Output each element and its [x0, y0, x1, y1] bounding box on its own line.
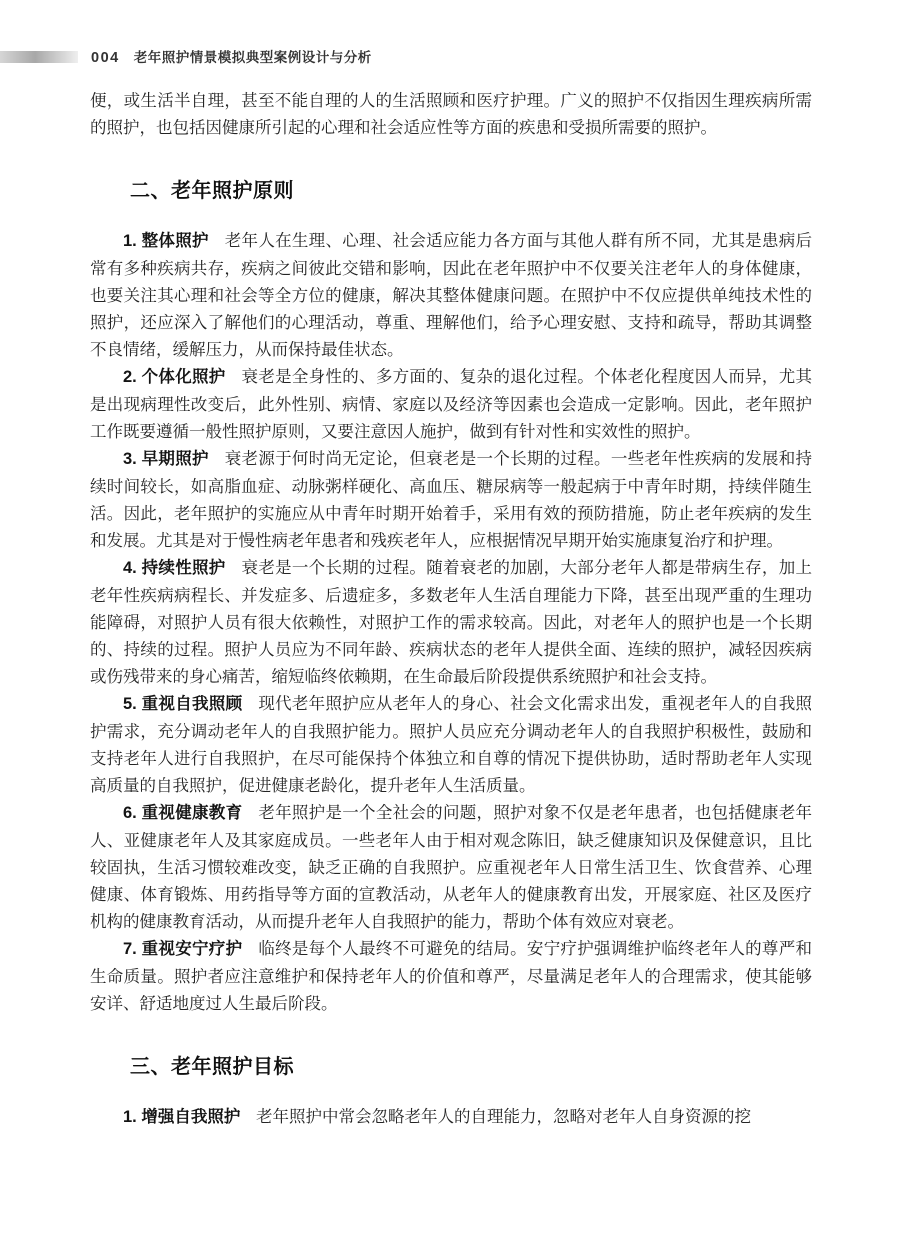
section-heading-principles: 二、老年照护原则 [130, 180, 294, 202]
principle-item-4 [90, 554, 812, 690]
principle-4-label: 4. 持续性照护 [123, 559, 226, 577]
principle-2-text: 衰老是全身性的、多方面的、复杂的退化过程。个体老化程度因人而异，尤其是出现病理性改变后，此外性别、病情、家庭以及经济等因素也会造成一定影响。因此，老年照护工作既要遵循一般性照护原则，又要注意因人施护，做到有针对性和实效性的照护。 [90, 367, 812, 441]
principle-2-label: 2. 个体化照护 [123, 368, 226, 386]
section-heading-goals: 三、老年照护目标 [130, 1056, 294, 1078]
principle-6-label: 6. 重视健康教育 [123, 804, 243, 822]
principle-6-text: 老年照护是一个全社会的问题，照护对象不仅是老年患者，也包括健康老年人、亚健康老年人及其家庭成员。一些老年人由于相对观念陈旧，缺乏健康知识及保健意识，且比较固执，生活习惯较难改变，缺乏正确的自我照护。应重视老年人日常生活卫生、饮食营养、心理健康、体育锻炼、用药指导等方面的宣教活动，从老年人的健康教育出发，开展家庭、社区及医疗机构的健康教育活动，从而提升老年人自我照护的能力，帮助个体有效应对衰老。 [90, 803, 812, 931]
page-body [90, 87, 812, 1131]
header-decoration-bar [0, 51, 78, 63]
page-number: 004 [91, 50, 120, 66]
principle-1-text: 老年人在生理、心理、社会适应能力各方面与其他人群有所不同，尤其是患病后常有多种疾病共存，疾病之间彼此交错和影响，因此在老年照护中不仅要关注老年人的身体健康，也要关注其心理和社会等全方位的健康，解决其整体健康问题。在照护中不仅应提供单纯技术性的照护，还应深入了解他们的心理活动，尊重、理解他们，给予心理安慰、支持和疏导，帮助其调整不良情绪，缓解压力，从而保持最佳状态。 [90, 231, 812, 359]
principle-item-3 [90, 445, 812, 554]
principle-item-2 [90, 363, 812, 445]
principle-item-7 [90, 935, 812, 1017]
intro-continuation-paragraph: 便，或生活半自理，甚至不能自理的人的生活照顾和医疗护理。广义的照护不仅指因生理疾病所需的照护，也包括因健康所引起的心理和社会适应性等方面的疾患和受损所需要的照护。 [90, 91, 812, 137]
header-meta [91, 46, 372, 66]
goal-1-label: 1. 增强自我照护 [123, 1108, 241, 1126]
running-head-title: 老年照护情景模拟典型案例设计与分析 [133, 50, 372, 65]
principle-4-text: 衰老是一个长期的过程。随着衰老的加剧，大部分老年人都是带病生存，加上老年性疾病病程长、并发症多、后遗症多，多数老年人生活自理能力下降，甚至出现严重的生理功能障碍，对照护人员有很大依赖性，对照护工作的需求较高。因此，对老年人的照护也是一个长期的、持续的过程。照护人员应为不同年龄、疾病状态的老年人提供全面、连续的照护，减轻因疾病或伤残带来的身心痛苦，缩短临终依赖期，在生命最后阶段提供系统照护和社会支持。 [90, 558, 812, 686]
principle-item-1 [90, 227, 812, 363]
principle-7-label: 7. 重视安宁疗护 [123, 940, 243, 958]
principle-item-5 [90, 690, 812, 799]
principle-item-6 [90, 799, 812, 935]
principle-3-label: 3. 早期照护 [123, 450, 209, 468]
principle-1-label: 1. 整体照护 [123, 232, 209, 250]
goal-1-text: 老年照护中常会忽略老年人的自理能力，忽略对老年人自身资源的挖 [256, 1107, 752, 1126]
principle-7-text: 临终是每个人最终不可避免的结局。安宁疗护强调维护临终老年人的尊严和生命质量。照护者应注意维护和保持老年人的价值和尊严，尽量满足老年人的合理需求，使其能够安详、舒适地度过人生最后阶段。 [90, 939, 812, 1013]
principle-3-text: 衰老源于何时尚无定论，但衰老是一个长期的过程。一些老年性疾病的发展和持续时间较长，如高脂血症、动脉粥样硬化、高血压、糖尿病等一般起病于中青年时期，持续伴随生活。因此，老年照护的实施应从中青年时期开始着手，采用有效的预防措施，防止老年疾病的发生和发展。尤其是对于慢性病老年患者和残疾老年人，应根据情况早期开始实施康复治疗和护理。 [90, 449, 812, 550]
goal-item-1 [90, 1103, 812, 1131]
principle-5-label: 5. 重视自我照顾 [123, 695, 243, 713]
running-header [0, 46, 900, 68]
principle-5-text: 现代老年照护应从老年人的身心、社会文化需求出发，重视老年人的自我照护需求，充分调动老年人的自我照护能力。照护人员应充分调动老年人的自我照护积极性，鼓励和支持老年人进行自我照护，在尽可能保持个体独立和自尊的情况下提供协助，适时帮助老年人实现高质量的自我照护，促进健康老龄化，提升老年人生活质量。 [90, 694, 812, 795]
